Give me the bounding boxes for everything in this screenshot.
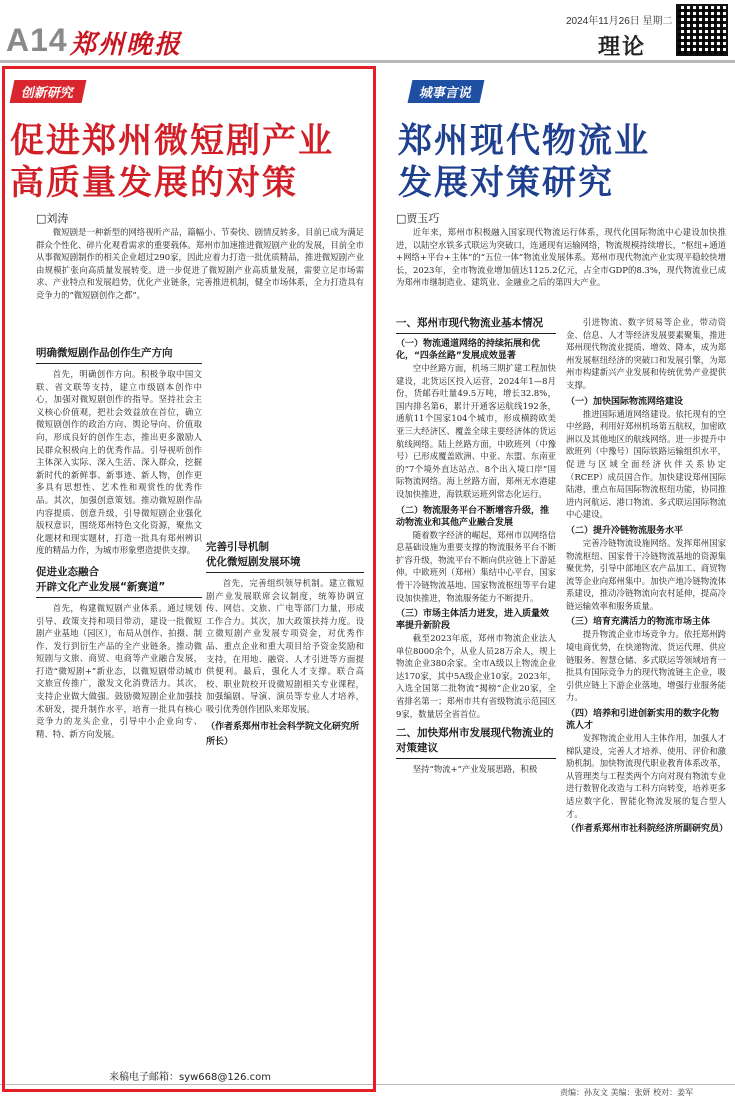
left-title-line-2: 高质量发展的对策 — [10, 163, 298, 203]
section-rule — [396, 333, 556, 334]
left-article-byline: □刘涛 — [36, 212, 69, 225]
right-article-title — [398, 120, 728, 204]
submission-email: 来稿电子邮箱：syw668@126.com — [108, 1072, 272, 1083]
left-section-2-title-line-1: 促进业态融合 — [36, 565, 99, 578]
left-section-3-title-line-2: 优化微短剧发展环境 — [206, 556, 301, 568]
right-title-line-2: 发展对策研究 — [398, 163, 614, 203]
right-article-lead: 近年来，郑州市积极融入国家现代物流运行体系，现代化国际物流中心建设加快推进，以陆空水铁多式联运为突破口，连通现有运输网络，物流规模持续增长，“枢纽+通道+网络+平台+主体”的“五位一体”物流业发展体系。郑州市现代物流产业实现平稳较快增长，2023年，全市物流业增加值达1125.2亿元，占全市GDP的8.3%，现代物流业已成为郑州市继制造业、建筑业、金融业之后的第四大产业。 — [396, 227, 726, 288]
left-column-1 — [36, 346, 202, 740]
column-tag-innovation: 创新研究 — [10, 80, 87, 103]
left-article-title — [10, 120, 370, 204]
page-credits: 责编：孙友文 美编：张妍 校对：姜军 — [560, 1088, 694, 1097]
right-column-2-intro: 引进物流、数字贸易等企业，带动资金、信息、人才等经济发展要素聚集，推进郑州现代物流业提质、增效、降本，成为郑州发展枢纽经济的突破口和发展引擎，为郑州市构建新兴产业发展和传统优势产业提供支撑。 — [566, 317, 726, 390]
left-section-2-body: 首先，构建微短剧产业体系。通过规划引导、政策支持和项目带动，建设一批微短剧产业基地（园区），布局从创作、拍摄、制作、发行到衍生产品的全产业链条。推动微短剧与文旅、商贸、电商等产业融合发展，打造“微短剧+”新业态，以微短剧带动城市文旅宣传推广，激发文化消费活力。其次，支持企业做大做强。鼓励微短剧企业加强技术研发，提升制作水平，培育一批具有核心竞争力的龙头企业，引导中小企业向专、精、特、新方向发展。 — [36, 602, 202, 739]
section-title: 理论 — [598, 35, 647, 60]
right-subsection-1b-body: 随着数字经济的崛起，郑州市以网络信息基础设施为重要支撑的物流服务平台不断扩容升级，物流平台不断向供应链上下游延伸。中欧班列（郑州）集结中心平台，国家骨干冷链物流基地、国家物流枢纽等平台建设加快推进，物流服务能力不断提升。 — [396, 529, 556, 603]
left-title-line-1: 促进郑州微短剧产业 — [10, 121, 334, 161]
right-subsection-2c-title: （三）培育充满活力的物流市场主体 — [566, 617, 711, 628]
right-subsection-1a-title: （一）物流通道网络的持续拓展和优化，“四条丝路”发展成效显著 — [396, 339, 541, 361]
left-section-3-title-line-1: 完善引导机制 — [206, 541, 269, 553]
right-subsection-1c-title: （三）市场主体活力迸发，进入质量效率提升新阶段 — [396, 609, 550, 632]
right-section-2-body: 坚持“物流+”产业发展思路，积极 — [412, 764, 538, 775]
right-subsection-2c-body: 提升物流企业市场竞争力。依托郑州跨境电商优势，在快递物流、货运代理、供应链服务、智慧仓储、多式联运等领域培育一批具有国际竞争力的现代物流链主企业，吸引供应链上下游企业落地，增强行业服务能力。 — [566, 629, 726, 703]
section-rule — [36, 363, 202, 364]
right-section-2-title: 二、加快郑州市发展现代物流业的对策建议 — [396, 727, 554, 755]
right-column-2 — [566, 316, 729, 837]
left-author-note: （作者系郑州市社会科学院文化研究所所长） — [206, 721, 360, 747]
right-section-1-title: 一、郑州市现代物流业基本情况 — [396, 317, 543, 329]
left-section-2-title-line-2: 开辟文化产业发展“新赛道” — [36, 580, 166, 593]
right-subsection-1c-body: 截至2023年底，郑州市物流企业法人单位8000余个，从业人员28万余人，规上物流企业380余家。全市A级以上物流企业达170家，其中5A级企业10家。2023年，入选全国第二批物流“揭榜”企业20家，全省排名第一；郑州市共有省级物流示范园区9家，数量居全省首位。 — [396, 633, 556, 719]
header-divider — [0, 60, 735, 63]
section-rule — [36, 597, 202, 598]
left-column-2 — [206, 346, 364, 750]
right-subsection-2b-title: （二）提升冷链物流服务水平 — [566, 525, 684, 536]
section-rule — [206, 572, 364, 573]
right-subsection-1a-body: 空中丝路方面，机场三期扩建工程加快建设，北货运区投入运营，2024年1—8月份，货邮吞吐量49.5万吨，增长32.8%，国内排名第6，累计开通客运航线192条，通航11个国家104个城市，形成横跨欧美亚三大经济区、覆盖全球主要经济体的货运航线网络。陆上丝路方面，中欧班列（中豫号）已形成覆盖欧洲、中亚、东盟、东南亚的“7个境外直达站点、8个出入境口岸”国际物流网络。海上丝路方面，郑州无水港建设加快推进，海铁联运班列常态化运行。 — [396, 363, 556, 499]
left-section-1-title: 明确微短剧作品创作生产方向 — [36, 347, 173, 359]
right-article-byline: □贾玉巧 — [396, 212, 440, 225]
right-subsection-2b-body: 完善冷链物流设施网络。发挥郑州国家物流枢纽、国家骨干冷链物流基地的资源集聚优势，引导中部地区农产品加工、商贸物流等企业向郑州集中。加快产地冷链物流体系建设，推动冷链物流向农村延伸，提高冷链运输效率和服务质量。 — [566, 537, 726, 611]
right-subsection-2d-title: （四）培养和引进创新实用的数字化物流人才 — [566, 709, 720, 732]
right-subsection-2a-body: 推进国际通道网络建设。依托现有的空中丝路，利用好郑州机场第五航权，加密欧洲以及其他地区的航线网络。进一步提升中欧班列（中豫号）国际铁路运输组织水平，促进与区域全面经济伙伴关系协定（RCEP）成员国合作。加快建设郑州国际陆港，重点布局国际物流枢纽功能，协同推进内河航运、港口物流、多式联运国际物流中心建设。 — [566, 408, 726, 520]
left-section-1-body: 首先，明确创作方向。积极争取中国文联、省文联等支持，建立市级剧本创作中心，加强对微短剧创作的指导。坚持社会主义核心价值观，把社会效益放在首位，确立微短剧创作的政治方向、舆论导向、价值取向，形成良好的创作生态，推出更多激励人民群众积极向上的优秀作品。引导视听创作主体深入实际、深入生活、深入群众，挖掘新时代的新鲜事、新事迹、新人物，创作更多具有思想性、艺术性和观赏性的优秀作品。其次，加强创意策划。推动微短剧作品内容提质、创意升级，引导微短剧企业强化版权意识，围绕郑州特色文化资源，聚焦文化题材和现实题材，打造一批具有郑州辨识度的精品力作，为城市形象塑造提供支撑。 — [36, 369, 202, 556]
left-article-lead: 微短剧是一种新型的网络视听产品，篇幅小、节奏快、剧情反转多，目前已成为满足群众个性化、碎片化观看需求的重要载体。郑州市加速推进微短剧产业的发展，目前全市从事微短剧制作的相关企业超过290家，因此应着力打造一批优质精品，推进微短剧产业由规模扩张向高质量发展转变。进一步促进了微短剧产业高质量发展，需要立足市场需求、产业特点和发展趋势，优化产业链条，完善推进机制，健全市场体系，全力打造具有竞争力的“微短剧创作之都”。 — [36, 227, 364, 300]
right-subsection-2a-title: （一）加快国际物流网络建设 — [566, 396, 684, 407]
right-title-line-1: 郑州现代物流业 — [398, 121, 650, 161]
column-tag-city-talk: 城事言说 — [408, 80, 485, 103]
right-subsection-2d-body: 发挥物流企业用人主体作用，加强人才梯队建设，完善人才培养、使用、评价和激励机制。加快物流现代职业教育体系改革，从管理类与工程类两个方向对现有物流专业进行数智化改造与工科方向转变，培养更多适应数字化、智能化物流发展的复合型人才。 — [566, 733, 726, 819]
issue-date: 2024年11月26日 星期二 — [566, 16, 673, 27]
left-section-3-body: 首先，完善组织领导机制。建立微短剧产业发展联席会议制度，统筹协调宣传、网信、文旅、广电等部门力量，形成工作合力。其次，加大政策扶持力度。设立微短剧产业发展专项资金，对优秀作品、重点企业和重大项目给予资金奖励和支持，在用地、融资、人才引进等方面提供便利。最后，强化人才支撑。联合高校、职业院校开设微短剧相关专业课程，加强编剧、导演、演员等专业人才培养，吸引优秀创作团队来郑发展。 — [206, 578, 364, 714]
newspaper-masthead: 郑州晚报 — [70, 30, 183, 60]
right-subsection-1b-title: （二）物流服务平台不断增容升级，推动物流业和其他产业融合发展 — [396, 505, 550, 528]
right-author-note: （作者系郑州市社科院经济所副研究员） — [566, 824, 729, 835]
page-number: A14 — [6, 22, 68, 58]
section-rule — [396, 758, 556, 759]
right-column-1 — [396, 316, 556, 776]
qr-code-icon[interactable] — [676, 4, 728, 56]
